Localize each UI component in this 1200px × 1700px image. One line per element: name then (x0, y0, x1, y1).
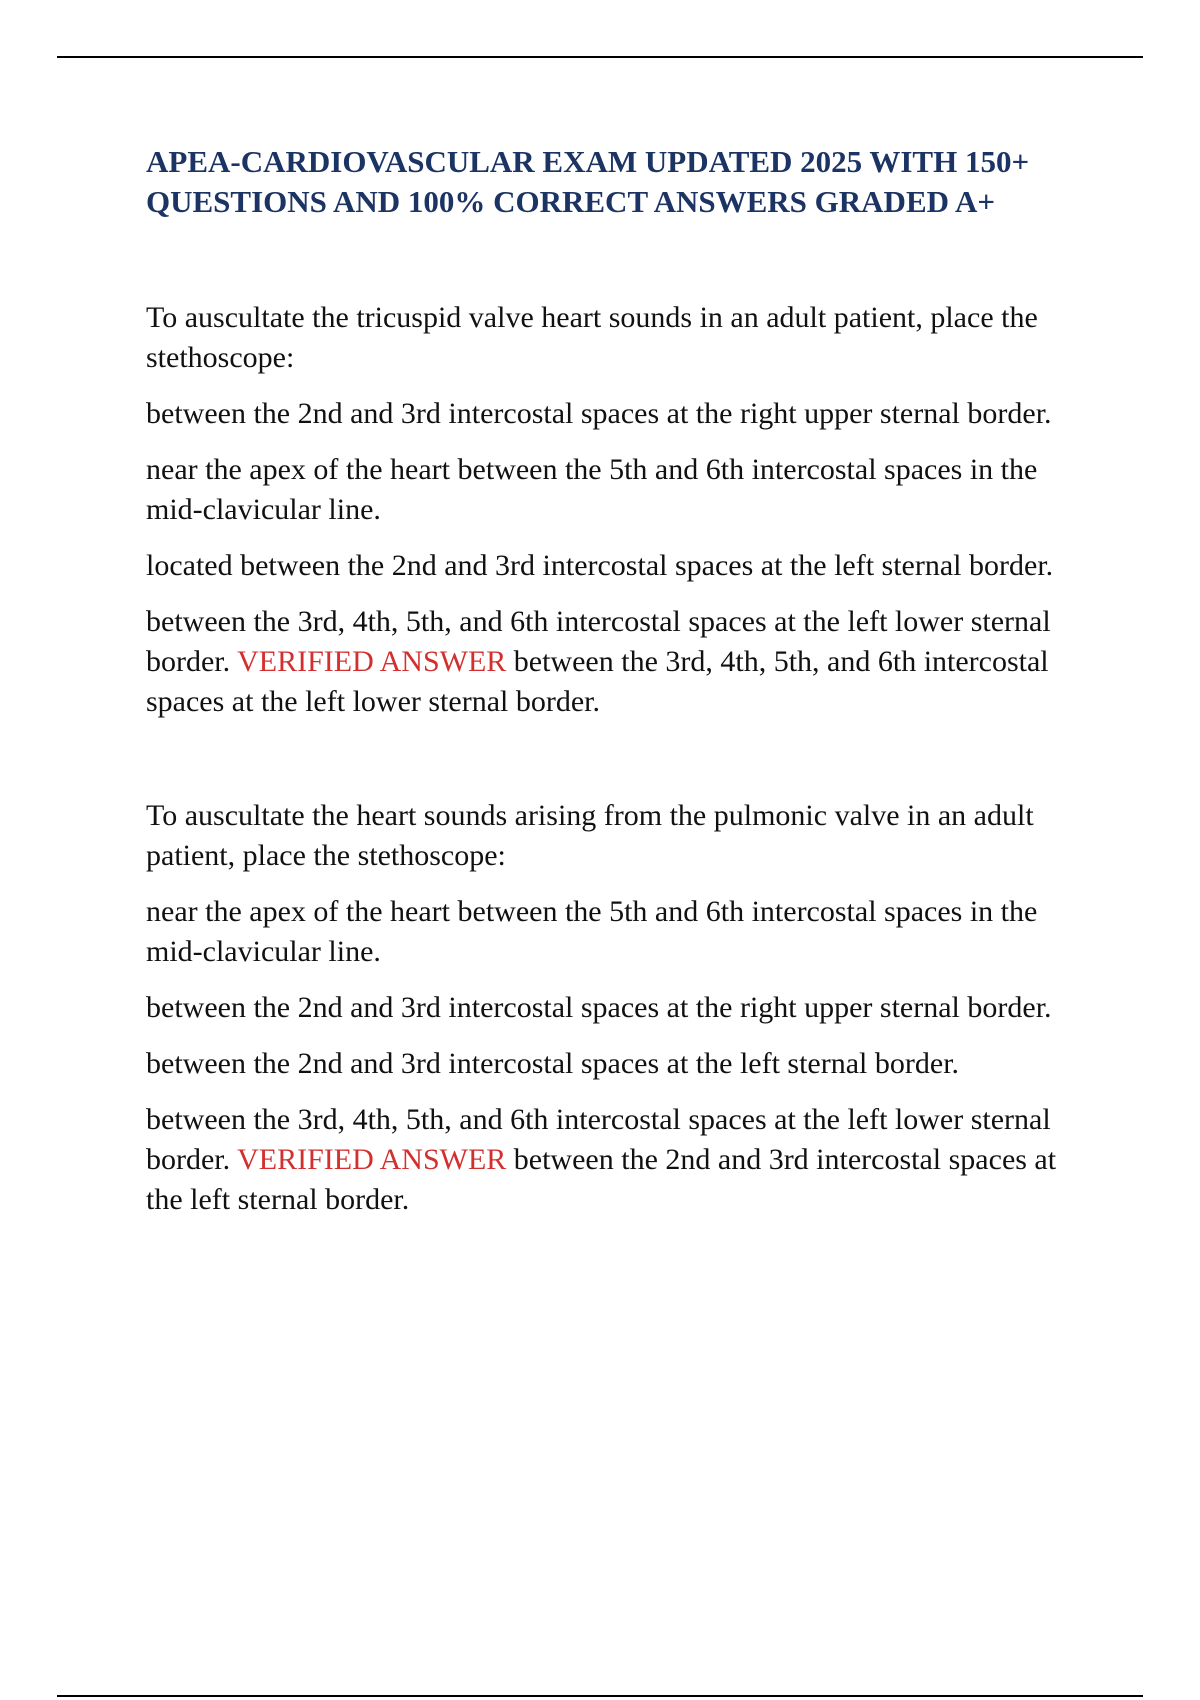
answer-option: located between the 2nd and 3rd intercostal spaces at the left sternal border. (146, 549, 1054, 582)
answer-option: near the apex of the heart between the 5th and 6th intercostal spaces in the mid-clavicular line. (146, 453, 1038, 526)
verified-answer-label: VERIFIED ANSWER (237, 1143, 507, 1176)
correct-answer-text: between the 3rd, 4th, 5th, and 6th intercostal spaces at the left lower sternal border. (146, 645, 1049, 718)
answer-option-with-verified (146, 602, 1086, 722)
answer-option: between the 2nd and 3rd intercostal spaces at the right upper sternal border. (146, 991, 1052, 1024)
answer-option: between the 2nd and 3rd intercostal spaces at the left sternal border. (146, 1047, 960, 1080)
answer-option: between the 2nd and 3rd intercostal spaces at the right upper sternal border. (146, 397, 1052, 430)
bottom-rule (57, 1695, 1143, 1697)
answer-option-text: between the 3rd, 4th, 5th, and 6th intercostal spaces at the left lower sternal border. (146, 1103, 1051, 1176)
answer-option-with-verified (146, 1100, 1086, 1220)
answer-option: near the apex of the heart between the 5th and 6th intercostal spaces in the mid-clavicular line. (146, 895, 1038, 968)
answer-option-text: between the 3rd, 4th, 5th, and 6th intercostal spaces at the left lower sternal border. (146, 605, 1051, 678)
question-block-2 (146, 796, 1086, 1220)
question-text: To auscultate the heart sounds arising from the pulmonic valve in an adult patient, place the stethoscope: (146, 799, 1034, 872)
question-text: To auscultate the tricuspid valve heart sounds in an adult patient, place the stethoscope: (146, 301, 1038, 374)
document-title: APEA-CARDIOVASCULAR EXAM UPDATED 2025 WITH 150+ QUESTIONS AND 100% CORRECT ANSWERS GRADED A+ (146, 144, 1030, 219)
question-block-1 (146, 298, 1086, 722)
correct-answer-text: between the 2nd and 3rd intercostal spaces at the left sternal border. (146, 1143, 1057, 1216)
verified-answer-label: VERIFIED ANSWER (237, 645, 507, 678)
page-content (146, 142, 1086, 1220)
top-rule (57, 56, 1143, 58)
